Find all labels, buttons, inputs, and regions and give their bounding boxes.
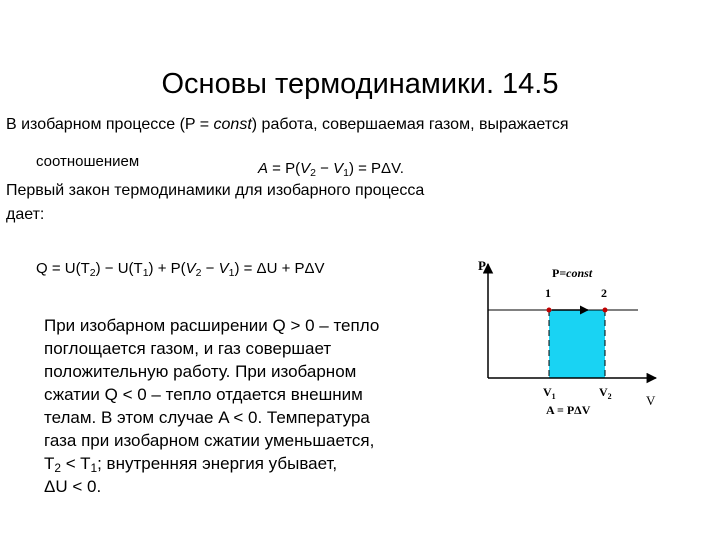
slide-title: Основы термодинамики. 14.5 — [161, 68, 559, 100]
work-formula-v1: V — [333, 160, 344, 177]
isobar-label-prefix: P= — [552, 266, 567, 280]
isobar-label-const: const — [566, 266, 593, 280]
v1-label-sub: 1 — [551, 392, 556, 401]
work-formula — [258, 160, 404, 177]
q-formula-p3: ) + P( — [148, 260, 186, 277]
q-formula-tail: ) = ΔU + PΔV — [234, 260, 325, 277]
pv-diagram — [460, 250, 680, 430]
q-formula-p1: Q = U(T — [36, 260, 90, 277]
p-axis-label: P — [478, 258, 486, 273]
work-formula-a: A — [258, 160, 269, 177]
isobar-label — [552, 266, 593, 280]
first-law-line-1: Первый закон термодинамики для изобарного процесса — [6, 182, 425, 199]
point-1-marker — [547, 308, 552, 313]
work-formula-v2: V — [300, 160, 311, 177]
q-formula-p2: ) − U(T — [95, 260, 143, 277]
point-2-marker — [603, 308, 608, 313]
temp-t1: T — [80, 454, 91, 473]
paragraph-line — [44, 452, 444, 475]
q-formula — [36, 260, 325, 277]
v2-label — [599, 385, 612, 401]
q-formula-minus: − — [201, 260, 219, 277]
point-1-label: 1 — [545, 286, 551, 300]
intro-const: const — [213, 116, 252, 133]
q-formula-s1: 2 — [89, 267, 96, 279]
paragraph-line: газа при изобарном сжатии уменьшается, — [44, 431, 375, 450]
q-formula-v2: V — [185, 260, 196, 277]
intro-pre: В изобарном процессе (P = — [6, 116, 214, 133]
isobaric-paragraph — [44, 314, 444, 498]
paragraph-line: При изобарном расширении Q > 0 – тепло — [44, 316, 380, 335]
v2-label-letter: V — [599, 385, 608, 399]
work-formula-tail: ) = PΔV. — [348, 160, 404, 177]
relation-label: соотношением — [36, 153, 140, 170]
v2-label-sub: 2 — [607, 392, 612, 401]
temp-lt: < — [61, 454, 81, 473]
work-formula-v1-sub: 1 — [343, 167, 349, 179]
first-law-line-2: дает: — [6, 206, 45, 223]
intro-post: ) работа, совершаемая газом, выражается — [251, 116, 569, 133]
q-formula-s2: 1 — [142, 267, 149, 279]
v1-label-letter: V — [543, 385, 552, 399]
intro-line — [6, 116, 569, 134]
work-area-label: A = PΔV — [546, 403, 591, 417]
point-2-label: 2 — [601, 286, 607, 300]
temp-t2-sub: 2 — [54, 461, 62, 475]
work-formula-v2-sub: 2 — [310, 167, 316, 179]
q-formula-v1: V — [218, 260, 229, 277]
work-formula-minus: − — [315, 160, 334, 177]
paragraph-line: телам. В этом случае A < 0. Температура — [44, 408, 370, 427]
work-area — [549, 310, 605, 378]
paragraph-line: ΔU < 0. — [44, 477, 102, 496]
q-formula-v1-sub: 1 — [228, 267, 235, 279]
v1-label — [543, 385, 556, 401]
paragraph-line: положительную работу. При изобарном — [44, 362, 357, 381]
paragraph-line: сжатии Q < 0 – тепло отдается внешним — [44, 385, 363, 404]
q-formula-v2-sub: 2 — [195, 267, 202, 279]
temp-t2: T — [44, 454, 55, 473]
temp-t1-sub: 1 — [90, 461, 98, 475]
work-formula-p1: = P( — [268, 160, 301, 177]
v-axis-label: V — [646, 393, 656, 408]
paragraph-line: поглощается газом, и газ совершает — [44, 339, 332, 358]
temp-rest: ; внутренняя энергия убывает, — [97, 454, 338, 473]
